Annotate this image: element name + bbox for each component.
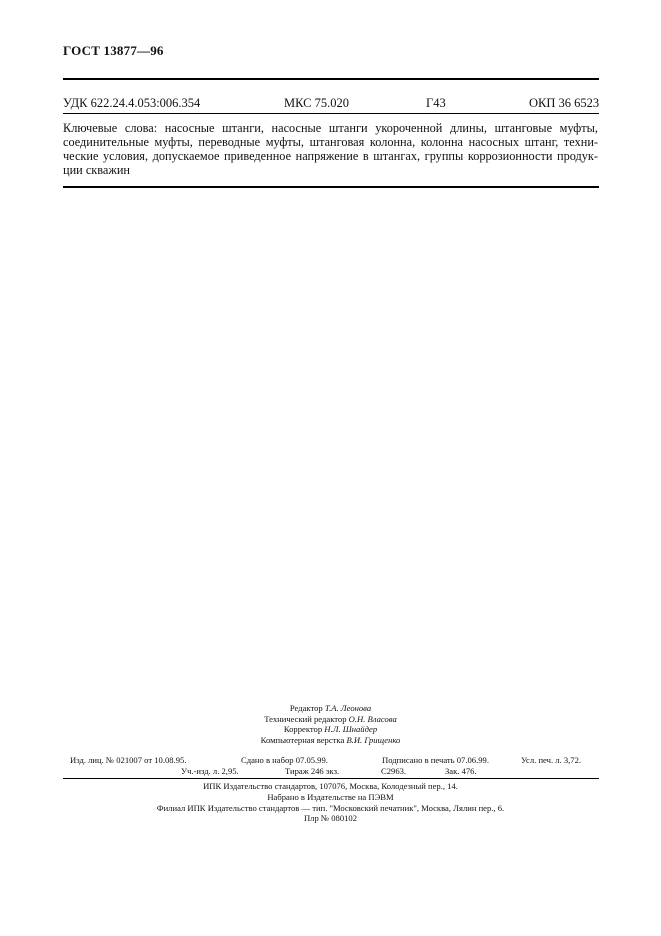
keywords-line: Ключевые слова: насосные штанги, насосные штанги укороченной длины, штанговые муфты, (63, 121, 598, 135)
imprint-rule (63, 778, 599, 779)
keywords-line: ческие условия, допускаемое приведенное напряжение в штангах, группы коррозионности продук- (63, 149, 598, 163)
credit-name: Н.Л. Шнайдер (324, 724, 378, 734)
keywords-rule (63, 186, 599, 188)
credit-name: В.И. Грищенко (346, 734, 401, 745)
publisher-line: Филиал ИПК Издательство стандартов — тип. "Московский печатник", Москва, Лялин пер., 6. (156, 802, 505, 813)
credit-role: Корректор (283, 724, 323, 734)
credit-name: Т.А. Леонова (324, 703, 372, 713)
credit-role: Редактор (289, 703, 323, 713)
publisher-line: Набрано в Издательстве на ПЭВМ (267, 791, 394, 802)
credit-layout (0, 735, 661, 746)
publisher-block (0, 781, 661, 824)
imprint-edit-sheets: Уч.-изд. л. 2,95. (181, 766, 239, 776)
publisher-line: ИПК Издательство стандартов, 107076, Москва, Колодезный пер., 14. (203, 781, 458, 791)
credit-role: Компьютерная верстка (260, 734, 345, 745)
top-rule (63, 78, 599, 80)
group-code: Г43 (426, 96, 446, 110)
okp-code: ОКП 36 6523 (529, 96, 600, 110)
credit-role: Технический редактор (264, 713, 347, 724)
imprint-license: Изд. лиц. № 021007 от 10.08.95. (70, 755, 187, 765)
credit-tech-editor (0, 714, 661, 725)
imprint-order: Зак. 476. (445, 766, 477, 776)
imprint-signed: Подписано в печать 07.06.99. (382, 755, 489, 765)
credits-block (0, 703, 661, 745)
classification-rule (63, 113, 599, 114)
credit-editor (0, 703, 661, 714)
mks-code: МКС 75.020 (284, 96, 349, 110)
credit-name: О.Н. Власова (348, 713, 397, 724)
imprint-print-sheets: Усл. печ. л. 3,72. (521, 755, 582, 765)
imprint-copies: Тираж 246 экз. (285, 766, 340, 776)
publisher-line: Плр № 080102 (303, 813, 358, 824)
keywords-line: ции скважин (63, 163, 131, 177)
credit-proofreader (0, 724, 661, 735)
document-header-title: ГОСТ 13877—96 (63, 43, 164, 58)
imprint-submitted: Сдано в набор 07.05.99. (241, 755, 328, 765)
udk-code: УДК 622.24.4.053:006.354 (63, 96, 201, 110)
imprint-code: С2963. (381, 766, 407, 776)
keywords-paragraph (63, 121, 598, 177)
keywords-line: соединительные муфты, переводные муфты, штанговая колонна, колонна насосных штанг, техни- (63, 135, 598, 149)
